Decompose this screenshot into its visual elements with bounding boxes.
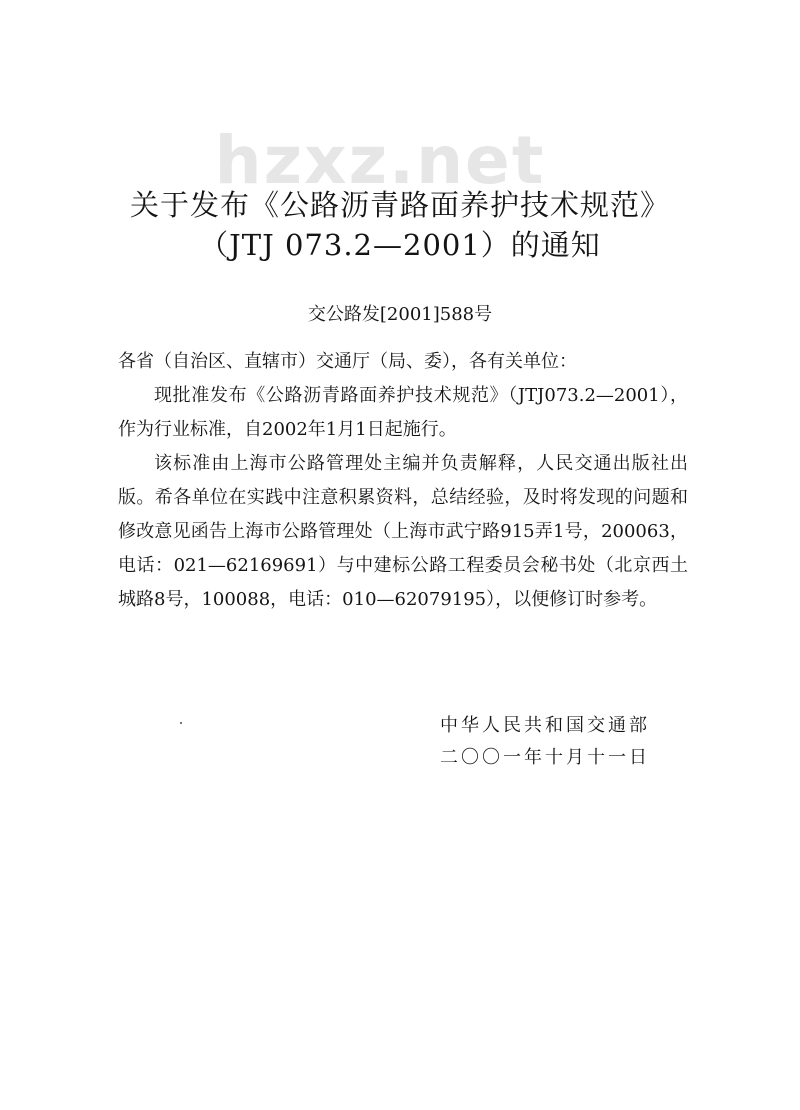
issuing-authority: 中华人民共和国交通部	[440, 715, 650, 736]
title-line-1: 关于发布《公路沥青路面养护技术规范》	[129, 188, 670, 222]
title-line-2: （JTJ 073.2—2001）的通知	[199, 228, 601, 262]
paragraph-responsibility: 该标准由上海市公路管理处主编并负责解释，人民交通出版社出版。希各单位在实践中注意积累资料，总结经验，及时将发现的问题和修改意见函告上海市公路管理处（上海市武宁路915弄1号，200063，电话：021—62169691）与中建标公路工程委员会秘书处（北京西土城路8号，100088，电话：010—62079195），以便修订时参考。	[118, 453, 688, 610]
paragraph-approval: 现批准发布《公路沥青路面养护技术规范》（JTJ073.2—2001），作为行业标准，自2002年1月1日起施行。	[118, 385, 688, 440]
issue-date: 二〇〇一年十月十一日	[440, 747, 650, 768]
scan-speck	[180, 722, 182, 724]
salutation: 各省（自治区、直辖市）交通厅（局、委），各有关单位：	[118, 351, 577, 372]
watermark: hzxz.net	[214, 122, 546, 199]
document-number: 交公路发[2001]588号	[307, 304, 493, 325]
notice-body	[118, 345, 688, 617]
